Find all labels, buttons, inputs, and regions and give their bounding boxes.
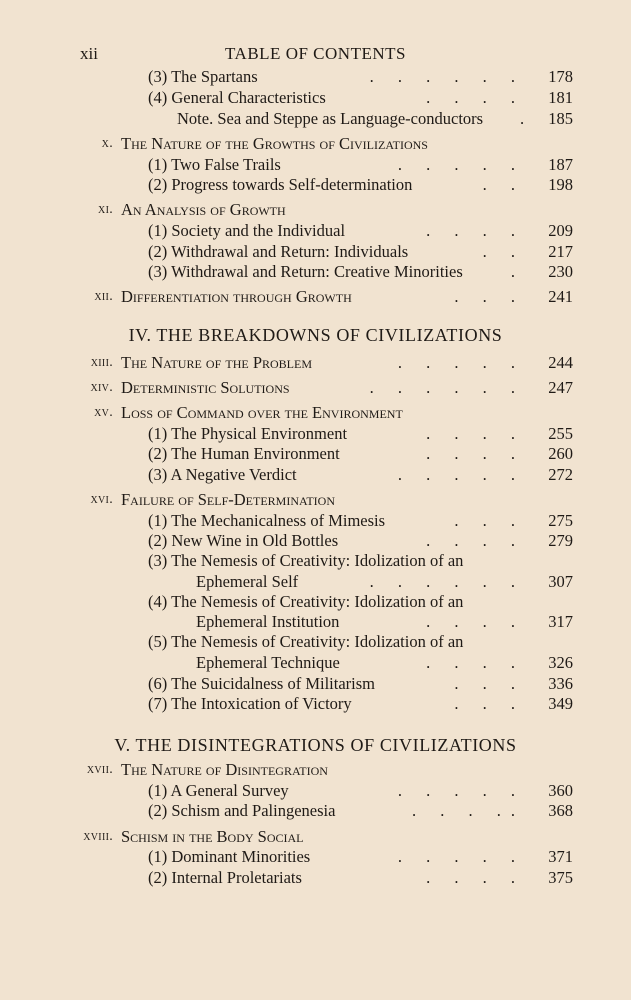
- entry-title: (2) New Wine in Old Bottles: [148, 531, 339, 550]
- part-heading: V. THE DISINTEGRATIONS OF CIVILIZATIONS: [114, 735, 517, 755]
- chapter-number: x.: [101, 136, 113, 151]
- section-entry: [0, 693, 631, 715]
- entry-title: Note. Sea and Steppe as Language-conductors: [177, 109, 484, 128]
- section-entry: [0, 867, 631, 889]
- section-entry: [0, 631, 631, 653]
- chapter-entry: [0, 826, 631, 848]
- page-number: 187: [548, 155, 573, 174]
- section-entry: [0, 611, 631, 633]
- chapter-entry: [0, 377, 631, 399]
- page-number: 336: [548, 674, 573, 693]
- dot-leader: . . . . . .: [369, 67, 525, 86]
- dot-leader: .: [510, 262, 525, 281]
- page-number: 371: [548, 847, 573, 866]
- entry-title: Ephemeral Technique: [196, 653, 340, 672]
- entry-title: (6) The Suicidalness of Militarism: [148, 674, 375, 693]
- page-number: 230: [548, 262, 573, 281]
- entry-title: (4) The Nemesis of Creativity: Idolization of an: [148, 592, 464, 611]
- entry-title: Deterministic Solutions: [121, 378, 290, 397]
- entry-title: (2) Withdrawal and Return: Individuals: [148, 242, 409, 261]
- page-number: 217: [548, 242, 573, 261]
- section-entry: [0, 550, 631, 572]
- section-entry: [0, 87, 631, 109]
- section-entry: [0, 846, 631, 868]
- chapter-entry: [0, 286, 631, 308]
- dot-leader: . . .: [454, 694, 525, 713]
- page-number: 244: [548, 353, 573, 372]
- dot-leader: . . . . . .: [369, 572, 525, 591]
- entry-title: Ephemeral Self: [196, 572, 299, 591]
- entry-title: (5) The Nemesis of Creativity: Idolization of an: [148, 632, 464, 651]
- section-entry: [0, 510, 631, 532]
- entry-title: (1) The Physical Environment: [148, 424, 348, 443]
- chapter-entry: [0, 133, 631, 155]
- dot-leader: . . . .: [426, 653, 525, 672]
- entry-title: (2) Internal Proletariats: [148, 868, 302, 887]
- page-number: 255: [548, 424, 573, 443]
- dot-leader: . . .: [454, 511, 525, 530]
- chapter-number: xii.: [94, 289, 113, 304]
- page-number: 198: [548, 175, 573, 194]
- dot-leader: . . . . .: [397, 155, 525, 174]
- entry-title: (3) The Spartans: [148, 67, 258, 86]
- entry-title: (2) Schism and Palingenesia: [148, 801, 336, 820]
- chapter-entry: [0, 759, 631, 781]
- entry-title: (2) The Human Environment: [148, 444, 340, 463]
- dot-leader: . . . .: [426, 424, 525, 443]
- page-folio: xii: [80, 44, 98, 63]
- page-number: 260: [548, 444, 573, 463]
- page-number: 275: [548, 511, 573, 530]
- chapter-number: xiii.: [90, 355, 113, 370]
- running-header: [0, 44, 631, 68]
- dot-leader: . . . . .: [397, 847, 525, 866]
- dot-leader: . . . . .: [397, 353, 525, 372]
- page-number: 209: [548, 221, 573, 240]
- dot-leader: . . . .: [426, 531, 525, 550]
- entry-title: The Nature of the Problem: [121, 353, 313, 372]
- section-entry: [0, 174, 631, 196]
- page-number: 349: [548, 694, 573, 713]
- entry-title: The Nature of the Growths of Civilizations: [121, 134, 428, 153]
- entry-title: (3) A Negative Verdict: [148, 465, 297, 484]
- section-entry: [0, 652, 631, 674]
- section-entry: [0, 530, 631, 552]
- chapter-number: xvii.: [86, 762, 113, 777]
- section-entry: [0, 66, 631, 88]
- section-entry: [0, 673, 631, 695]
- entry-title: (3) The Nemesis of Creativity: Idolization of an: [148, 551, 464, 570]
- entry-title: (4) General Characteristics: [148, 88, 326, 107]
- page-number: 181: [548, 88, 573, 107]
- page-number: 272: [548, 465, 573, 484]
- chapter-number: xviii.: [83, 829, 113, 844]
- entry-title: (1) Two False Trails: [148, 155, 281, 174]
- dot-leader: . .: [482, 242, 525, 261]
- page-number: 241: [548, 287, 573, 306]
- chapter-number: xvi.: [90, 492, 113, 507]
- entry-title: Differentiation through Growth: [121, 287, 352, 306]
- dot-leader: . . . .: [426, 612, 525, 631]
- dot-leader: . . . .: [426, 868, 525, 887]
- entry-title: (2) Progress towards Self-determination: [148, 175, 413, 194]
- dot-leader: . . . .: [426, 444, 525, 463]
- section-entry: [0, 800, 631, 822]
- dot-leader: . . . . . .: [369, 378, 525, 397]
- entry-title: Ephemeral Institution: [196, 612, 340, 631]
- page-number: 326: [548, 653, 573, 672]
- chapter-entry: [0, 199, 631, 221]
- chapter-number: xi.: [98, 202, 113, 217]
- chapter-entry: [0, 489, 631, 511]
- dot-leader: . . . .: [426, 88, 525, 107]
- section-entry: [0, 108, 631, 130]
- page-number: 247: [548, 378, 573, 397]
- section-entry: [0, 591, 631, 613]
- page-number: 279: [548, 531, 573, 550]
- entry-title: (7) The Intoxication of Victory: [148, 694, 352, 713]
- dot-leader: . . . . .: [397, 465, 525, 484]
- page-number: 375: [548, 868, 573, 887]
- section-entry: [0, 571, 631, 593]
- entry-title: Failure of Self-Determination: [121, 490, 335, 509]
- page-number: 317: [548, 612, 573, 631]
- dot-leader: . . .: [454, 287, 525, 306]
- page-number: 360: [548, 781, 573, 800]
- section-entry: [0, 154, 631, 176]
- section-entry: [0, 443, 631, 465]
- page-number: 178: [548, 67, 573, 86]
- page-number: 185: [548, 109, 573, 128]
- entry-title: (1) The Mechanicalness of Mimesis: [148, 511, 386, 530]
- part-heading: IV. THE BREAKDOWNS OF CIVILIZATIONS: [128, 325, 503, 345]
- entry-title: (1) Dominant Minorities: [148, 847, 311, 866]
- chapter-entry: [0, 402, 631, 424]
- section-entry: [0, 464, 631, 486]
- chapter-entry: [0, 352, 631, 374]
- section-entry: [0, 261, 631, 283]
- entry-title: Loss of Command over the Environment: [121, 403, 403, 422]
- entry-title: The Nature of Disintegration: [121, 760, 328, 779]
- chapter-number: xv.: [94, 405, 113, 420]
- entry-title: (3) Withdrawal and Return: Creative Minorities: [148, 262, 463, 281]
- entry-title: An Analysis of Growth: [121, 200, 286, 219]
- dot-leader: .: [520, 109, 535, 128]
- section-entry: [0, 241, 631, 263]
- dot-leader: . . . . .: [397, 781, 525, 800]
- section-entry: [0, 423, 631, 445]
- dot-leader: . .: [482, 175, 525, 194]
- entry-title: Schism in the Body Social: [121, 827, 304, 846]
- entry-title: (1) A General Survey: [148, 781, 289, 800]
- dot-leader: . . .: [454, 674, 525, 693]
- page-number: 368: [548, 801, 573, 820]
- chapter-number: xiv.: [90, 380, 113, 395]
- page-number: 307: [548, 572, 573, 591]
- entry-title: (1) Society and the Individual: [148, 221, 346, 240]
- dot-leader: . . . .: [426, 221, 525, 240]
- section-entry: [0, 780, 631, 802]
- dot-leader: . . . ..: [412, 801, 525, 820]
- running-title: TABLE OF CONTENTS: [225, 44, 406, 63]
- section-entry: [0, 220, 631, 242]
